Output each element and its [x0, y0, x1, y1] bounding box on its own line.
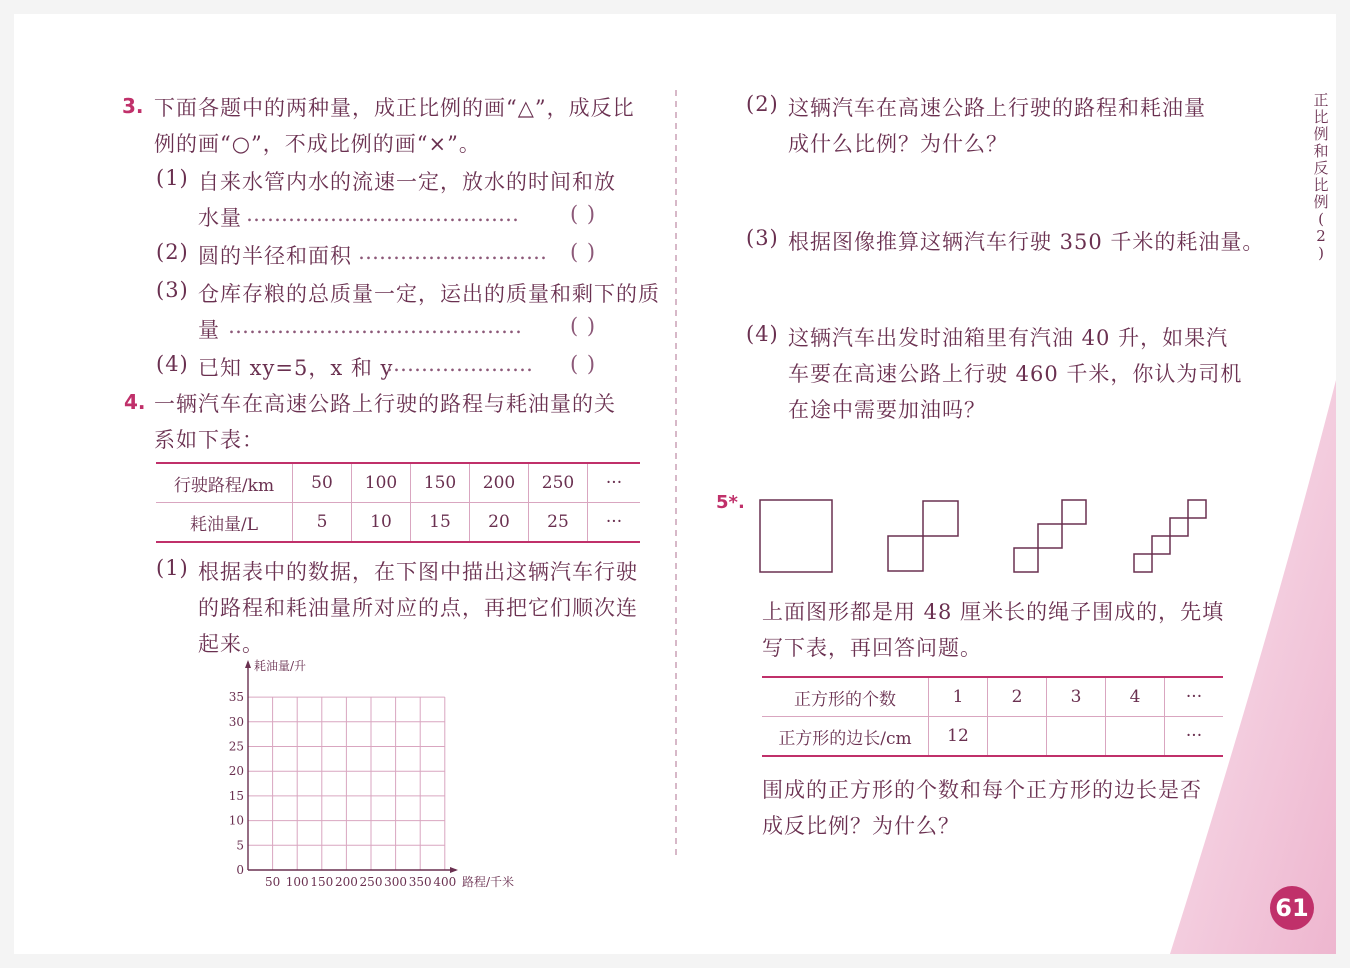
q4-sub1-line1: 根据表中的数据，在下图中描出这辆汽车行驶 [198, 560, 638, 584]
q4-sub3-label: (3) [746, 226, 779, 250]
side-tag-char: 例 [1313, 125, 1329, 143]
table-cell: 耗油量/L [156, 503, 293, 543]
side-tag-char: 2 [1316, 227, 1326, 245]
side-tag-char: 例 [1313, 193, 1329, 211]
table-cell: 正方形的个数 [762, 677, 929, 717]
figure-4-square [1188, 500, 1206, 518]
x-tick-label: 300 [384, 875, 408, 889]
q3-item2-dots: ……………………… [358, 240, 547, 264]
y-tick-label: 35 [228, 690, 244, 705]
q3-item3-text-b: 量 [198, 318, 220, 342]
side-tag-char: 比 [1313, 176, 1329, 194]
q3-item2-label: (2) [156, 240, 189, 264]
table-cell: 3 [1047, 677, 1106, 717]
q3-number: 3. [122, 94, 144, 118]
y-tick-label: 25 [228, 739, 244, 754]
q3-item4-label: (4) [156, 352, 189, 376]
table-cell: 200 [470, 463, 529, 503]
figure-4-square [1152, 536, 1170, 554]
q3-item1-answer[interactable]: ( ) [570, 202, 597, 226]
q4-sub4-line3: 在途中需要加油吗？ [788, 398, 986, 422]
table-cell: 正方形的边长/cm [762, 717, 929, 757]
table-cell: 20 [470, 503, 529, 543]
table-cell-answer[interactable] [988, 717, 1047, 757]
y-tick-label: 0 [236, 863, 244, 877]
table-cell: 1 [929, 677, 988, 717]
figure-2-square [923, 501, 958, 536]
q4-sub1-line2: 的路程和耗油量所对应的点，再把它们顺次连 [198, 596, 638, 620]
q3-item4-dots: ………………… [386, 352, 533, 376]
page-number-badge: 61 [1270, 886, 1314, 930]
table-cell: ··· [1165, 717, 1224, 757]
x-tick-label: 150 [310, 875, 334, 889]
table-cell: 15 [411, 503, 470, 543]
table-cell: 50 [293, 463, 352, 503]
y-tick-label: 20 [228, 764, 244, 779]
figure-4-square [1170, 518, 1188, 536]
table-cell: 25 [529, 503, 588, 543]
y-tick-label: 15 [228, 788, 244, 803]
table-cell-answer[interactable] [1047, 717, 1106, 757]
table-cell: 12 [929, 717, 988, 757]
q3-item1-label: (1) [156, 166, 189, 190]
table-row [762, 717, 1223, 757]
q3-item1-text-b: 水量 [198, 206, 242, 230]
table-cell: 5 [293, 503, 352, 543]
q4-sub1-line3: 起来。 [198, 632, 264, 656]
figure-3-square [1014, 548, 1038, 572]
side-tag-char: 正 [1313, 91, 1329, 109]
table-cell: 100 [352, 463, 411, 503]
q3-item2-text: 圆的半径和面积 [198, 244, 352, 268]
table-cell: 行驶路程/km [156, 463, 293, 503]
table-cell: 10 [352, 503, 411, 543]
q3-item3-dots: …………………………………… [228, 314, 522, 338]
q4-number: 4. [124, 390, 146, 414]
q5-question-line2: 成反比例？为什么？ [762, 814, 960, 838]
q4-sub4-line2: 车要在高速公路上行驶 460 千米，你认为司机 [788, 362, 1243, 386]
y-axis-title: 耗油量/升 [254, 659, 307, 673]
x-tick-label: 400 [433, 875, 457, 889]
table-cell: 4 [1106, 677, 1165, 717]
figure-3-square [1062, 500, 1086, 524]
x-tick-label: 200 [334, 875, 358, 889]
q3-item3-answer[interactable]: ( ) [570, 314, 597, 338]
table-cell: 250 [529, 463, 588, 503]
side-tag-char: ( [1318, 210, 1324, 228]
table-cell-answer[interactable] [1106, 717, 1165, 757]
q3-item3-text: 仓库存粮的总质量一定，运出的质量和剩下的质 [198, 282, 660, 306]
q4-line2: 系如下表： [154, 428, 264, 452]
table-cell: 2 [988, 677, 1047, 717]
y-tick-label: 30 [228, 714, 244, 729]
q4-sub4-line1: 这辆汽车出发时油箱里有汽油 40 升，如果汽 [788, 326, 1229, 350]
fuel-chart[interactable] [220, 656, 540, 896]
square-figures [756, 496, 1216, 578]
q5-number: 5*. [716, 492, 745, 513]
q4-sub2-label: (2) [746, 92, 779, 116]
q5-line1: 上面图形都是用 48 厘米长的绳子围成的，先填 [762, 600, 1225, 624]
x-tick-label: 250 [359, 875, 383, 889]
q3-item1-dots: ………………………………… [246, 202, 519, 226]
q4-sub1-label: (1) [156, 556, 189, 580]
q3-item1-text: 自来水管内水的流速一定，放水的时间和放 [198, 170, 616, 194]
table-cell: 150 [411, 463, 470, 503]
table-cell: ··· [588, 463, 641, 503]
table-row [762, 677, 1223, 717]
figure-2-square [888, 536, 923, 571]
side-tag-char: 反 [1313, 159, 1329, 177]
figure-4-square [1134, 554, 1152, 572]
table-cell: ··· [1165, 677, 1224, 717]
q4-data-table [156, 462, 640, 543]
q4-sub3-line1: 根据图像推算这辆汽车行驶 350 千米的耗油量。 [788, 230, 1265, 254]
figure-3-square [1038, 524, 1062, 548]
x-tick-label: 50 [264, 875, 281, 889]
q3-line1: 下面各题中的两种量，成正比例的画“△”，成反比 [154, 96, 635, 120]
x-axis-arrow [450, 867, 458, 873]
q3-line2: 例的画“○”，不成比例的画“×”。 [154, 132, 481, 156]
y-tick-label: 5 [236, 838, 244, 853]
q5-question-line1: 围成的正方形的个数和每个正方形的边长是否 [762, 778, 1202, 802]
q3-item4-answer[interactable]: ( ) [570, 352, 597, 376]
figure-1-square [760, 500, 832, 572]
table-cell: ··· [588, 503, 641, 543]
side-tag-char: 和 [1313, 142, 1329, 160]
q3-item4-text: 已知 xy=5，x 和 y [198, 356, 394, 380]
x-tick-label: 350 [408, 875, 432, 889]
q5-square-table [762, 676, 1223, 757]
x-tick-label: 100 [285, 875, 309, 889]
table-row [156, 503, 640, 543]
q3-item2-answer[interactable]: ( ) [570, 240, 597, 264]
q4-sub2-line2: 成什么比例？为什么？ [788, 132, 1008, 156]
q5-line2: 写下表，再回答问题。 [762, 636, 982, 660]
side-tag-char: ) [1318, 244, 1324, 262]
chapter-side-tag [1310, 92, 1332, 262]
q3-item3-label: (3) [156, 278, 189, 302]
q4-sub4-label: (4) [746, 322, 779, 346]
y-axis-arrow [245, 660, 251, 668]
side-tag-char: 比 [1313, 108, 1329, 126]
table-row [156, 463, 640, 503]
y-tick-label: 10 [228, 813, 244, 828]
x-axis-title: 路程/千米 [462, 875, 515, 889]
q4-line1: 一辆汽车在高速公路上行驶的路程与耗油量的关 [154, 392, 616, 416]
q4-sub2-line1: 这辆汽车在高速公路上行驶的路程和耗油量 [788, 96, 1206, 120]
